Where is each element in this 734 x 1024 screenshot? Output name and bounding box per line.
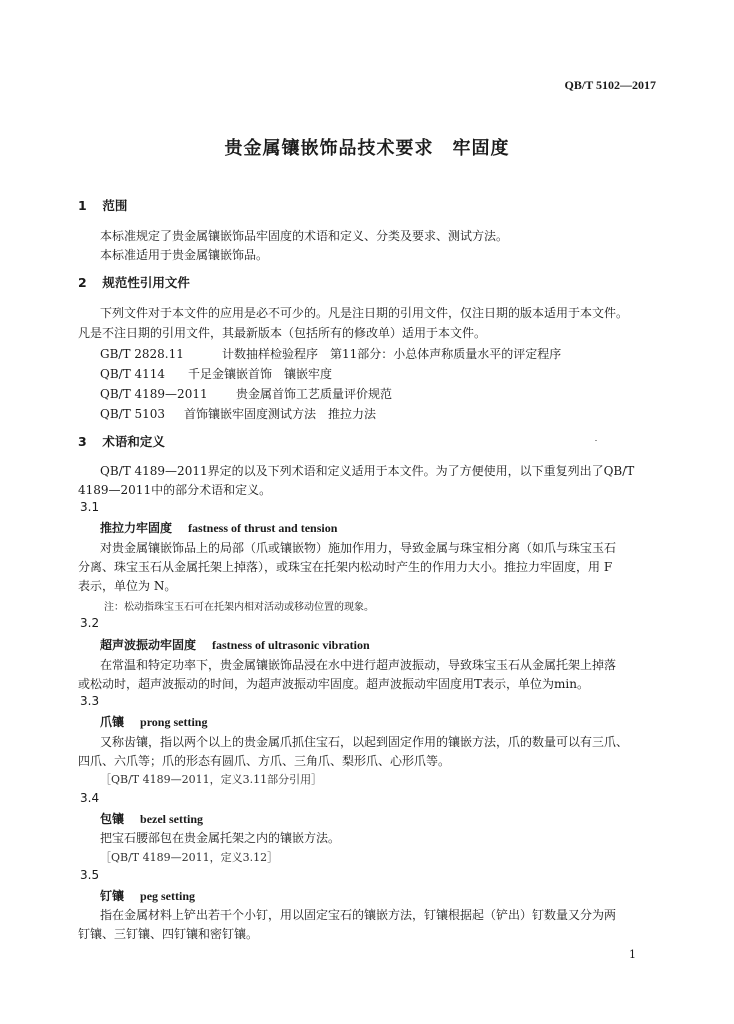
- definition-line: 钉镶、三钉镶、四钉镶和密钉镶。: [78, 927, 259, 941]
- term-heading: [100, 887, 195, 904]
- paragraph-line: 本标准适用于贵金属镶嵌饰品。: [100, 248, 269, 262]
- term-heading: [100, 810, 203, 827]
- reference-code: GB/T 2828.11: [100, 347, 184, 361]
- term-number: 3.1: [80, 500, 100, 514]
- section-number: 2: [78, 275, 87, 290]
- reference-name: 千足金镶嵌首饰 镶嵌牢度: [188, 367, 333, 381]
- term-english: fastness of thrust and tension: [188, 521, 338, 535]
- definition-line: 又称齿镶，指以两个以上的贵金属爪抓住宝石，以起到固定作用的镶嵌方法，爪的数量可以有三爪、: [100, 735, 629, 749]
- document-title: 贵金属镶嵌饰品技术要求 牢固度: [224, 138, 510, 159]
- paragraph-line: QB/T 4189—2011界定的以及下列术语和定义适用于本文件。为了方便使用，以下重复列出了QB/T: [100, 464, 635, 478]
- reference-item: [100, 385, 392, 402]
- standard-code: QB/T 5102—2017: [564, 78, 656, 92]
- term-chinese: 包镶: [100, 812, 125, 826]
- definition-line: 把宝石腰部包在贵金属托架之内的镶嵌方法。: [100, 831, 341, 845]
- term-source: ［QB/T 4189—2011，定义3.11部分引用］: [100, 773, 323, 786]
- section-number: 3: [78, 434, 87, 449]
- section-number: 1: [78, 198, 87, 213]
- term-chinese: 爪镶: [100, 715, 125, 729]
- term-heading: [100, 519, 337, 536]
- term-heading: [100, 636, 370, 653]
- paragraph-line: 4189—2011中的部分术语和定义。: [78, 483, 272, 497]
- section-title: 术语和定义: [102, 434, 165, 449]
- definition-line: 或松动时，超声波振动的时间，为超声波振动牢固度。超声波振动牢固度用T表示，单位为min。: [78, 677, 589, 691]
- term-number: 3.4: [80, 791, 100, 805]
- term-chinese: 钉镶: [100, 889, 125, 903]
- term-english: peg setting: [140, 889, 196, 903]
- reference-code: QB/T 4189—2011: [100, 387, 208, 401]
- scan-speck: [595, 440, 597, 441]
- paragraph-line: 本标准规定了贵金属镶嵌饰品牢固度的术语和定义、分类及要求、测试方法。: [100, 229, 509, 243]
- reference-item: [100, 405, 376, 422]
- reference-item: [100, 365, 332, 382]
- definition-line: 对贵金属镶嵌饰品上的局部（爪或镶嵌物）施加作用力，导致金属与珠宝相分离（如爪与珠宝玉石: [100, 541, 617, 555]
- reference-item: [100, 345, 561, 362]
- term-number: 3.2: [80, 616, 100, 630]
- paragraph-line: 凡是不注日期的引用文件，其最新版本（包括所有的修改单）适用于本文件。: [78, 326, 487, 340]
- term-heading: [100, 713, 207, 730]
- page-number: 1: [629, 948, 636, 961]
- term-note: 注：松动指珠宝玉石可在托架内相对活动或移动位置的现象。: [104, 602, 374, 613]
- definition-line: 在常温和特定功率下，贵金属镶嵌饰品浸在水中进行超声波振动，导致珠宝玉石从金属托架上掉落: [100, 658, 617, 672]
- reference-name: 计数抽样检验程序 第11部分：小总体声称质量水平的评定程序: [222, 347, 562, 361]
- paragraph-line: 下列文件对于本文件的应用是必不可少的。凡是注日期的引用文件，仅注日期的版本适用于本文件。: [100, 306, 629, 320]
- section-title: 范围: [102, 198, 128, 213]
- definition-line: 四爪、六爪等；爪的形态有圆爪、方爪、三角爪、梨形爪、心形爪等。: [78, 754, 451, 768]
- section-1-heading: [78, 196, 127, 214]
- reference-code: QB/T 4114: [100, 367, 166, 381]
- reference-name: 首饰镶嵌牢固度测试方法 推拉力法: [184, 407, 377, 421]
- definition-line: 分离、珠宝玉石从金属托架上掉落），或珠宝在托架内松动时产生的作用力大小。推拉力牢固度，用 F: [78, 560, 613, 574]
- section-title: 规范性引用文件: [102, 275, 190, 290]
- term-source: ［QB/T 4189—2011，定义3.12］: [100, 851, 279, 864]
- term-number: 3.5: [80, 868, 100, 882]
- term-number: 3.3: [80, 694, 100, 708]
- term-english: fastness of ultrasonic vibration: [212, 638, 370, 652]
- term-chinese: 超声波振动牢固度: [100, 638, 197, 652]
- term-chinese: 推拉力牢固度: [100, 521, 173, 535]
- term-english: prong setting: [140, 715, 208, 729]
- reference-name: 贵金属首饰工艺质量评价规范: [236, 387, 393, 401]
- section-2-heading: [78, 273, 190, 291]
- definition-line: 表示，单位为 N。: [78, 579, 177, 593]
- term-english: bezel setting: [140, 812, 203, 826]
- definition-line: 指在金属材料上铲出若干个小钉，用以固定宝石的镶嵌方法，钉镶根据起（铲出）钉数量又分为两: [100, 908, 617, 922]
- reference-code: QB/T 5103: [100, 407, 166, 421]
- section-3-heading: [78, 432, 165, 450]
